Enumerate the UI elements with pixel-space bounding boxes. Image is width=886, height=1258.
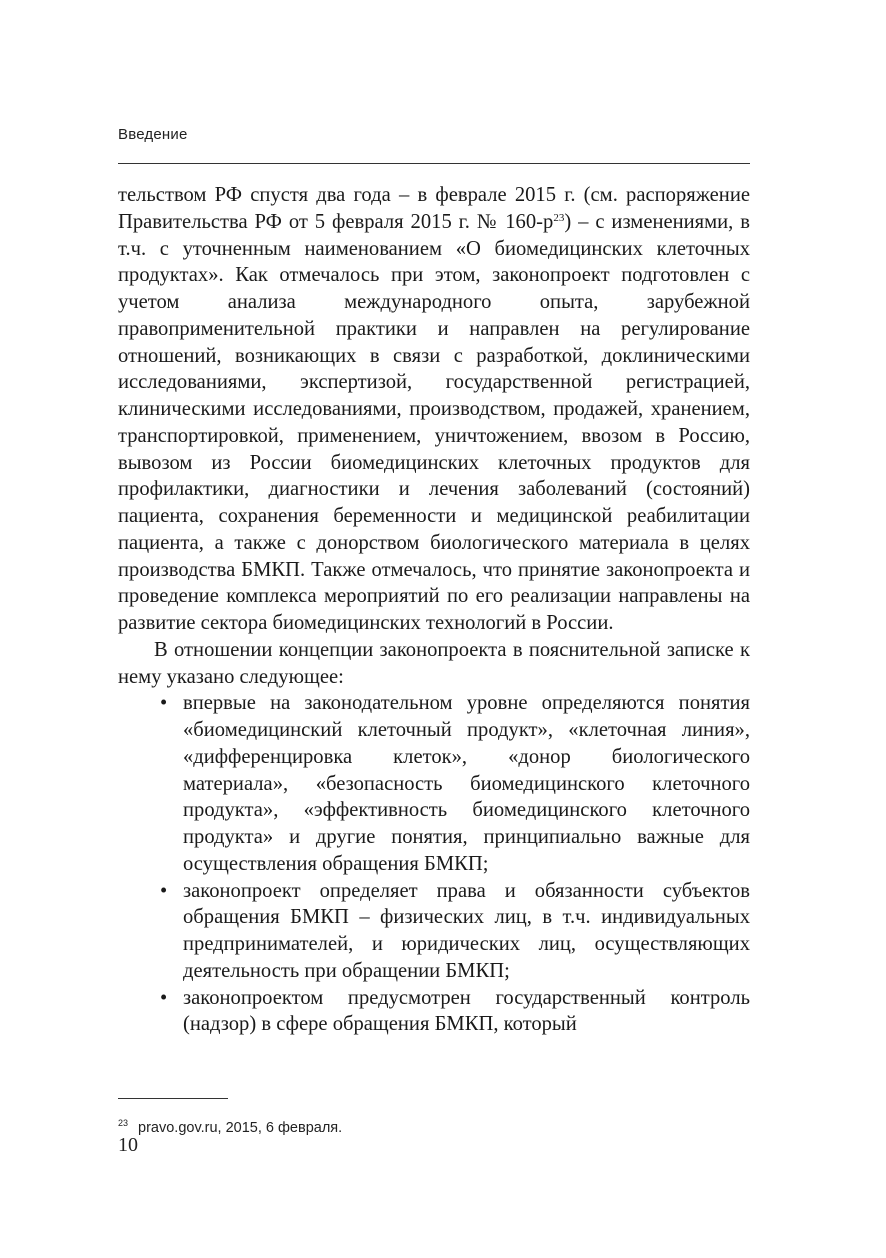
list-item [118, 985, 750, 1039]
paragraph-1-part-b: ) – с изменениями, в т.ч. с уточненным наименованием «О биомедицинских клеточных продуктах». Как отмечалось при этом, законопроект подготовлен с учетом анализа международного опыта, зарубежной правоприменительной практики и направлен на регулирование отношений, возникающих в связи с разработкой, доклиническими исследованиями, экспертизой, государственной регистрацией, клиническими исследованиями, производством, продажей, хранением, транспортировкой, применением, уничтожением, ввозом в Россию, вывозом из России биомедицинских клеточных продуктов для профилактики, диагностики и лечения заболеваний (состояний) пациента, сохранения беременности и медицинской реабилитации пациента, а также с донорством биологического материала в целях производства БМКП. Также отмечалось, что принятие законопроекта и проведение комплекса мероприятий по его реализации направлены на развитие сектора биомедицинских технологий в России. [118, 210, 750, 634]
list-item-text: законопроект определяет права и обязанности субъектов обращения БМКП – физических лиц, в т.ч. индивидуальных предпринимателей, и юридических лиц, осуществляющих деятельность при обращении БМКП; [183, 879, 750, 982]
footnote-reference[interactable]: 23 [553, 211, 565, 224]
bullet-icon: • [160, 692, 168, 715]
paragraph-2: В отношении концепции законопроекта в пояснительной записке к нему указано следующее: [118, 638, 750, 688]
page-number: 10 [118, 1134, 138, 1156]
paragraph-1-part-a: тельством РФ спустя два года – в феврале 2015 г. (см. распоряжение Правительства РФ от 5 февраля 2015 г. № 160-р [118, 184, 750, 233]
list-item [118, 878, 750, 985]
bullet-list [118, 690, 750, 1038]
list-item-text: впервые на законодательном уровне определяются понятия «биомедицинский клеточный продукт», «клеточная линия», «дифференцировка клеток», «донор биологического материала», «безопасность биомедицинского клеточного продукта», «эффективность биомедицинского клеточного продукта» и другие понятия, принципиально важные для осуществления обращения БМКП; [183, 692, 750, 875]
bullet-icon: • [160, 879, 168, 902]
header-rule [118, 163, 750, 164]
paragraph-1 [118, 182, 750, 637]
running-title: Введение [118, 126, 188, 143]
footnote-rule [118, 1098, 228, 1099]
footnote-number: 23 [118, 1118, 129, 1128]
footnote-text: pravo.gov.ru, 2015, 6 февраля. [138, 1120, 343, 1136]
footnote [118, 1118, 750, 1136]
list-item-text: законопроектом предусмотрен государственный контроль (надзор) в сфере обращения БМКП, который [183, 986, 750, 1036]
body-text [118, 182, 750, 1038]
bullet-icon: • [160, 986, 168, 1009]
list-item [118, 690, 750, 877]
